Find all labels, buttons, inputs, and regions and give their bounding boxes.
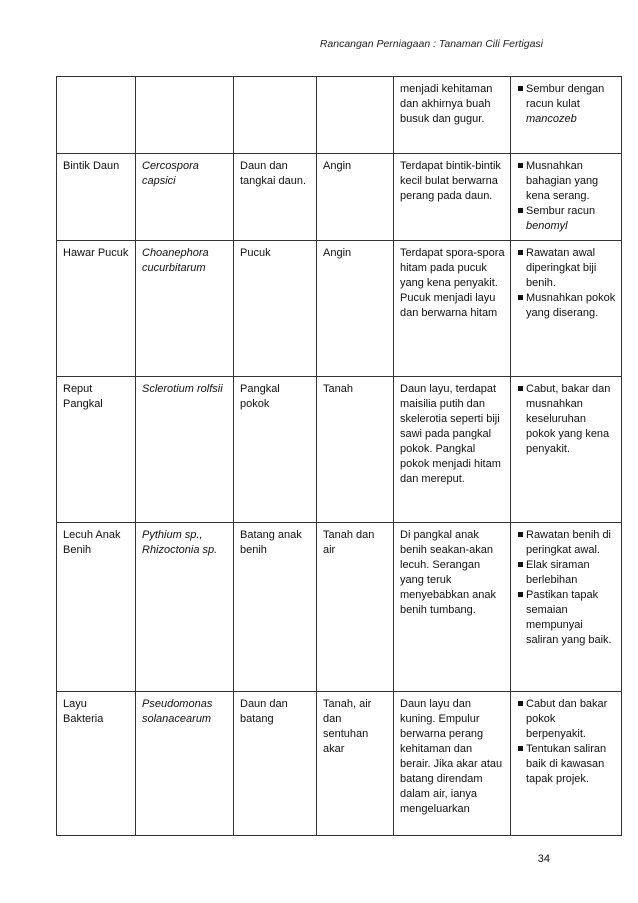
affected-part-cell: Pangkal pokok	[234, 377, 317, 523]
table-row	[57, 77, 622, 154]
affected-part-cell: Daun dan batang	[234, 692, 317, 836]
control-list-item	[517, 204, 616, 234]
affected-part-cell: Daun dan tangkai daun.	[234, 154, 317, 241]
affected-part-cell: Pucuk	[234, 241, 317, 377]
spread-medium-cell	[317, 77, 394, 154]
control-list-item	[517, 382, 616, 457]
control-text: Sembur dengan racun kulat	[526, 83, 605, 110]
affected-part-cell	[234, 77, 317, 154]
table-row	[57, 692, 622, 836]
table-row	[57, 154, 622, 241]
control-text: Tentukan saliran baik di kawasan tapak projek.	[526, 743, 607, 785]
control-text: Cabut dan bakar pokok berpenyakit.	[526, 698, 608, 740]
page-number: 34	[537, 853, 550, 865]
control-text: Musnahkan bahagian yang kena serang.	[526, 160, 599, 202]
disease-name-cell	[57, 77, 136, 154]
control-list	[517, 82, 616, 127]
symptom-cell: Terdapat bintik-bintik kecil bulat berwarna perang pada daun.	[394, 154, 511, 241]
pathogen-cell: Cercospora capsici	[136, 154, 234, 241]
table-row	[57, 377, 622, 523]
spread-medium-cell: Tanah dan air	[317, 523, 394, 692]
control-list-item	[517, 697, 616, 742]
page-header: Rancangan Perniagaan : Tanaman Cili Fertigasi	[319, 38, 543, 50]
spread-medium-cell: Angin	[317, 241, 394, 377]
pathogen-cell	[136, 77, 234, 154]
control-list-item	[517, 528, 616, 558]
symptom-cell: Daun layu dan kuning. Empulur berwarna perang kehitaman dan berair. Jika akar atau batang direndam dalam air, ianya mengeluarkan	[394, 692, 511, 836]
table-row	[57, 523, 622, 692]
pathogen-cell: Pythium sp., Rhizoctonia sp.	[136, 523, 234, 692]
disease-name-cell: Reput Pangkal	[57, 377, 136, 523]
control-cell	[511, 241, 622, 377]
control-list	[517, 159, 616, 234]
table-row	[57, 241, 622, 377]
disease-name-cell: Layu Bakteria	[57, 692, 136, 836]
symptom-cell: Daun layu, terdapat maisilia putih dan skelerotia seperti biji sawi pada pangkal pokok. Pangkal pokok menjadi hitam dan mereput.	[394, 377, 511, 523]
control-list-item	[517, 742, 616, 787]
control-text: Cabut, bakar dan musnahkan keseluruhan pokok yang kena penyakit.	[526, 383, 611, 455]
disease-name-cell: Bintik Daun	[57, 154, 136, 241]
control-list-item	[517, 588, 616, 648]
control-text: Pastikan tapak semaian mempunyai saliran yang baik.	[526, 589, 612, 646]
control-list-item	[517, 291, 616, 321]
affected-part-cell: Batang anak benih	[234, 523, 317, 692]
symptom-cell: menjadi kehitaman dan akhirnya buah busuk dan gugur.	[394, 77, 511, 154]
pathogen-cell: Choanephora cucurbitarum	[136, 241, 234, 377]
control-list	[517, 697, 616, 787]
control-cell	[511, 523, 622, 692]
symptom-cell: Terdapat spora-spora hitam pada pucuk yang kena penyakit. Pucuk menjadi layu dan berwarna hitam	[394, 241, 511, 377]
spread-medium-cell: Tanah, air dan sentuhan akar	[317, 692, 394, 836]
spread-medium-cell: Angin	[317, 154, 394, 241]
disease-name-cell: Lecuh Anak Benih	[57, 523, 136, 692]
control-cell	[511, 692, 622, 836]
pathogen-cell: Pseudomonas solanacearum	[136, 692, 234, 836]
control-list-item	[517, 246, 616, 291]
control-text: Musnahkan pokok yang diserang.	[526, 292, 616, 319]
disease-table-body	[57, 77, 622, 836]
control-list-item	[517, 558, 616, 588]
control-list	[517, 528, 616, 648]
control-list	[517, 382, 616, 457]
pesticide-name: benomyl	[526, 220, 568, 232]
symptom-cell: Di pangkal anak benih seakan-akan lecuh. Serangan yang teruk menyebabkan anak benih tumbang.	[394, 523, 511, 692]
control-list-item	[517, 82, 616, 127]
control-cell	[511, 154, 622, 241]
control-text: Rawatan benih di peringkat awal.	[526, 529, 612, 556]
control-text: Elak siraman berlebihan	[526, 559, 590, 586]
control-list	[517, 246, 616, 321]
disease-name-cell: Hawar Pucuk	[57, 241, 136, 377]
pesticide-name: mancozeb	[526, 113, 577, 125]
control-text: Sembur racun	[526, 205, 596, 217]
disease-table	[56, 76, 622, 836]
control-cell	[511, 77, 622, 154]
pathogen-cell: Sclerotium rolfsii	[136, 377, 234, 523]
spread-medium-cell: Tanah	[317, 377, 394, 523]
control-cell	[511, 377, 622, 523]
control-list-item	[517, 159, 616, 204]
control-text: Rawatan awal diperingkat biji benih.	[526, 247, 597, 289]
